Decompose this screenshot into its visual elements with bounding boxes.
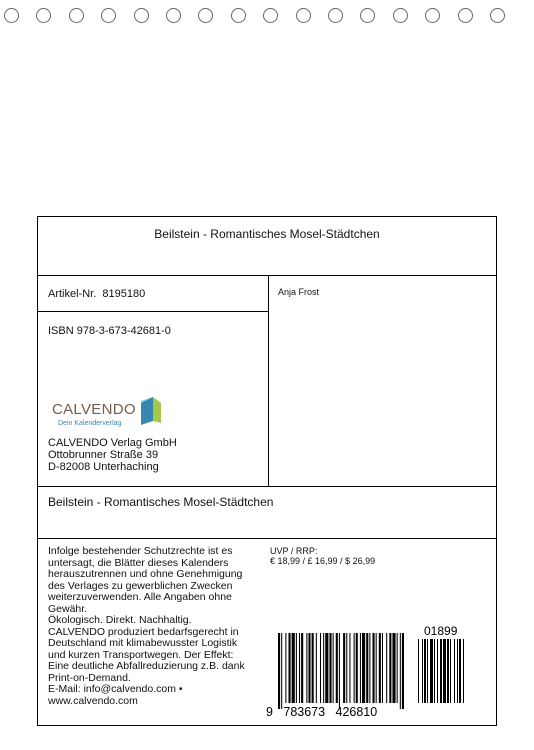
divider bbox=[38, 538, 496, 539]
binding-hole bbox=[166, 8, 181, 23]
barcode-bar bbox=[454, 639, 455, 703]
barcode-bar bbox=[312, 633, 314, 703]
barcode-bar bbox=[320, 633, 321, 703]
barcode-bar bbox=[366, 633, 368, 703]
barcode-bar bbox=[299, 633, 300, 703]
binding-hole bbox=[36, 8, 51, 23]
barcode-bar bbox=[389, 633, 391, 703]
binding-hole bbox=[360, 8, 375, 23]
binding-holes bbox=[0, 8, 534, 28]
price-label: UVP / RRP: bbox=[270, 546, 318, 556]
barcode-bar bbox=[457, 639, 458, 703]
barcode-bar bbox=[278, 633, 280, 709]
eco-notice: Ökologisch. Direkt. Nachhaltig. CALVENDO produziert bedarfsgerecht in Deutschland mit klimabewusster Logistik und kurzen Transportwegen. Der Effekt: Eine deutliche Abfallreduzierung z.B. dank Print-on-Demand. bbox=[48, 614, 245, 684]
author-name: Anja Frost bbox=[278, 287, 320, 297]
barcode-bar bbox=[459, 639, 461, 703]
isbn: ISBN 978-3-673-42681-0 bbox=[48, 325, 171, 337]
barcode-bar bbox=[346, 633, 347, 703]
barcode-bar bbox=[397, 633, 398, 703]
binding-hole bbox=[490, 8, 505, 23]
barcode-bar bbox=[281, 633, 282, 709]
divider bbox=[38, 486, 496, 487]
barcode-bar bbox=[323, 633, 324, 703]
barcode-bar bbox=[354, 633, 355, 703]
legal-notice: Infolge bestehender Schutzrechte ist es untersagt, die Blätter dieses Kalenders herauszutrennen und ohne Genehmigung des Verlages zu gewerblichen Zwecken weiterzuverwenden. Alle Angaben ohne Gewähr. Ökologisch. Direkt. Nachhaltig. CALVENDO produziert bedarfsgerecht in Deutschland mit klimabewusster Logistik und kurzen Transportwegen. Der Effekt: Eine deutliche Abfallreduzierung z.B. dank Print-on-Demand. E-Mail: info@calvendo.com • www.calvendo.com bbox=[48, 545, 245, 707]
barcode-bar bbox=[382, 633, 383, 703]
barcode-bar bbox=[333, 633, 334, 703]
logo-tagline: Dein Kalenderverlag bbox=[58, 420, 122, 427]
barcode-bar bbox=[362, 633, 365, 703]
barcode-bar bbox=[316, 633, 317, 703]
barcode-bar bbox=[369, 633, 370, 703]
barcode-bar bbox=[339, 633, 340, 709]
divider bbox=[38, 275, 496, 276]
publisher-name: CALVENDO Verlag GmbH bbox=[48, 437, 177, 449]
barcode-bar bbox=[349, 633, 350, 703]
barcode-bar bbox=[427, 639, 428, 703]
barcode-bar bbox=[308, 633, 310, 703]
barcode-bar bbox=[343, 633, 345, 703]
divider bbox=[268, 275, 269, 486]
barcode-main-digits: 9 783673 426810 bbox=[266, 705, 378, 719]
binding-hole bbox=[4, 8, 19, 23]
barcode-bar bbox=[450, 639, 451, 703]
barcode-bar bbox=[376, 633, 377, 703]
publisher-street: Ottobrunner Straße 39 bbox=[48, 449, 159, 461]
barcode-bar bbox=[301, 633, 303, 703]
calendar-back-card bbox=[37, 216, 497, 726]
barcode-bar bbox=[430, 639, 433, 703]
barcode-bar bbox=[285, 633, 286, 703]
binding-hole bbox=[458, 8, 473, 23]
barcode-bar bbox=[306, 633, 307, 703]
binding-hole bbox=[69, 8, 84, 23]
calendar-subtitle: Beilstein - Romantisches Mosel-Städtchen bbox=[48, 495, 274, 509]
barcode-bar bbox=[447, 639, 449, 703]
barcode-bar bbox=[443, 639, 446, 703]
barcode-bar bbox=[386, 633, 387, 703]
publisher-city: D-82008 Unterhaching bbox=[48, 461, 159, 473]
barcode-bar bbox=[440, 639, 442, 703]
barcode-bar bbox=[424, 639, 426, 703]
barcode-bar bbox=[422, 639, 423, 703]
barcode-bar bbox=[463, 639, 464, 703]
price-value: € 18,99 / £ 16,99 / $ 26,99 bbox=[270, 556, 376, 566]
barcode-bar bbox=[356, 633, 358, 703]
binding-hole bbox=[328, 8, 343, 23]
binding-hole bbox=[198, 8, 213, 23]
barcode-bar bbox=[373, 633, 375, 703]
calvendo-book-icon bbox=[139, 397, 163, 425]
barcode-bar bbox=[292, 633, 295, 703]
barcode-bar bbox=[360, 633, 361, 703]
binding-hole bbox=[263, 8, 278, 23]
barcode-bar bbox=[325, 633, 328, 703]
binding-hole bbox=[101, 8, 116, 23]
binding-hole bbox=[425, 8, 440, 23]
calvendo-logo bbox=[52, 397, 162, 433]
divider bbox=[38, 311, 268, 312]
barcode-bar bbox=[329, 633, 331, 703]
barcode-bar bbox=[336, 633, 338, 703]
barcode-bar bbox=[418, 639, 419, 703]
barcode-bar bbox=[289, 633, 291, 703]
barcode-addon-digits: 01899 bbox=[424, 624, 458, 638]
binding-hole bbox=[296, 8, 311, 23]
logo-wordmark: CALVENDO bbox=[52, 401, 136, 418]
barcode-bar bbox=[434, 639, 435, 703]
barcode-bar bbox=[392, 633, 395, 703]
barcode-bar bbox=[379, 633, 381, 703]
barcode-bar bbox=[437, 639, 438, 703]
binding-hole bbox=[231, 8, 246, 23]
barcode-bar bbox=[402, 633, 404, 709]
ean-barcode bbox=[266, 621, 496, 719]
barcode-bar bbox=[296, 633, 297, 703]
contact-info: E-Mail: info@calvendo.com • www.calvendo.com bbox=[48, 683, 183, 707]
binding-hole bbox=[393, 8, 408, 23]
article-number: Artikel-Nr. 8195180 bbox=[48, 288, 146, 300]
binding-hole bbox=[134, 8, 149, 23]
calendar-title: Beilstein - Romantisches Mosel-Städtchen bbox=[154, 227, 380, 241]
barcode-bar bbox=[400, 633, 401, 709]
